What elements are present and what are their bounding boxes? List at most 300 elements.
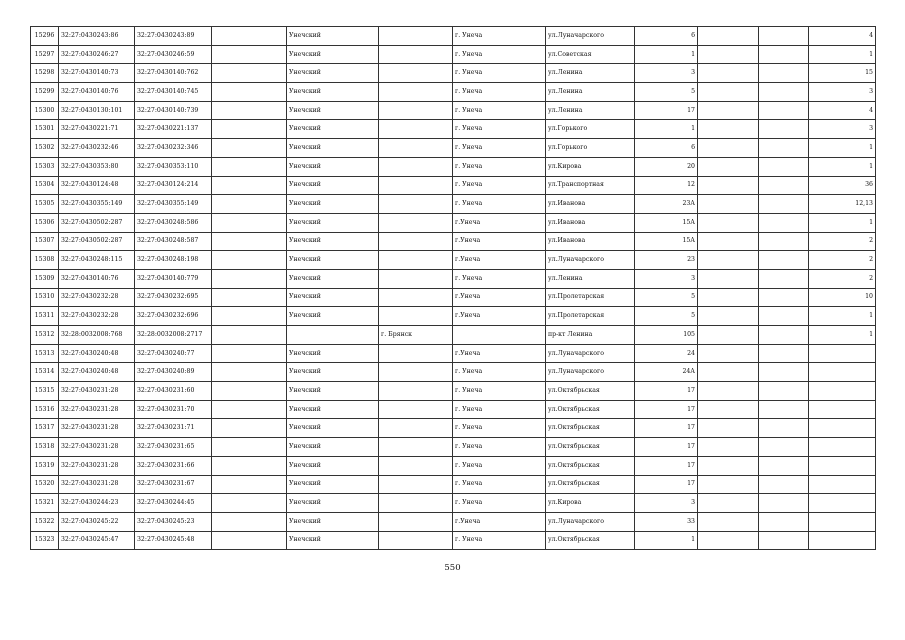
empty-cell [698,288,759,307]
street-cell: ул.Советская [546,45,635,64]
city-cell: г.Унеча [453,251,546,270]
row-number-cell: 15301 [31,120,59,139]
empty-cell [698,382,759,401]
cadastral-quarter-cell: 32:27:0430355:149 [59,195,135,214]
locality-cell [379,120,453,139]
district-cell: Унечский [287,475,379,494]
table-row [31,363,876,382]
street-cell: ул.Ленина [546,83,635,102]
empty-cell [698,195,759,214]
city-cell: г. Унеча [453,382,546,401]
cadastral-number-cell: 32:27:0430245:48 [135,531,212,550]
house-cell: 17 [635,419,698,438]
row-number-cell: 15312 [31,326,59,345]
cadastral-number-cell: 32:27:0430246:59 [135,45,212,64]
table-row [31,45,876,64]
row-number-cell: 15297 [31,45,59,64]
house-cell: 1 [635,120,698,139]
house-cell: 17 [635,438,698,457]
table-row [31,176,876,195]
cadastral-quarter-cell: 32:27:0430231:28 [59,419,135,438]
empty-cell [698,269,759,288]
locality-cell [379,269,453,288]
empty-cell [759,307,809,326]
cadastral-number-cell: 32:27:0430232:346 [135,139,212,158]
apartment-cell: 1 [809,213,876,232]
district-cell: Унечский [287,120,379,139]
cadastral-quarter-cell: 32:27:0430246:27 [59,45,135,64]
empty-cell [698,326,759,345]
empty-cell [759,419,809,438]
locality-cell [379,139,453,158]
house-cell: 1 [635,531,698,550]
house-cell: 33 [635,512,698,531]
cadastral-number-cell: 32:27:0430240:77 [135,344,212,363]
cadastral-quarter-cell: 32:27:0430232:28 [59,288,135,307]
locality-cell [379,344,453,363]
apartment-cell [809,512,876,531]
apartment-cell: 36 [809,176,876,195]
empty-cell [212,64,287,83]
locality-cell [379,45,453,64]
empty-cell [759,251,809,270]
empty-cell [212,101,287,120]
street-cell: ул.Пролетарская [546,307,635,326]
street-cell: ул.Горького [546,139,635,158]
table-row [31,307,876,326]
empty-cell [759,344,809,363]
street-cell: ул.Октябрьская [546,475,635,494]
table-row [31,475,876,494]
table-row [31,120,876,139]
city-cell: г. Унеча [453,64,546,83]
street-cell: ул.Луначарского [546,27,635,46]
street-cell: ул.Луначарского [546,512,635,531]
locality-cell [379,64,453,83]
street-cell: ул.Горького [546,120,635,139]
apartment-cell [809,438,876,457]
house-cell: 24 [635,344,698,363]
city-cell [453,326,546,345]
cadastral-quarter-cell: 32:27:0430231:28 [59,382,135,401]
district-cell: Унечский [287,232,379,251]
empty-cell [212,494,287,513]
empty-cell [212,269,287,288]
cadastral-number-cell: 32:27:0430140:745 [135,83,212,102]
cadastral-quarter-cell: 32:27:0430231:28 [59,438,135,457]
cadastral-number-cell: 32:27:0430243:89 [135,27,212,46]
empty-cell [759,101,809,120]
district-cell: Унечский [287,213,379,232]
empty-cell [759,400,809,419]
apartment-cell: 1 [809,307,876,326]
empty-cell [759,363,809,382]
table-row [31,400,876,419]
street-cell: ул.Октябрьская [546,382,635,401]
table-row [31,326,876,345]
apartment-cell: 2 [809,232,876,251]
row-number-cell: 15322 [31,512,59,531]
empty-cell [212,232,287,251]
city-cell: г.Унеча [453,213,546,232]
street-cell: ул.Луначарского [546,363,635,382]
district-cell: Унечский [287,363,379,382]
empty-cell [698,419,759,438]
empty-cell [698,232,759,251]
house-cell: 20 [635,157,698,176]
district-cell [287,326,379,345]
house-cell: 5 [635,307,698,326]
city-cell: г. Унеча [453,494,546,513]
locality-cell [379,456,453,475]
empty-cell [212,251,287,270]
cadastral-quarter-cell: 32:27:0430130:101 [59,101,135,120]
row-number-cell: 15318 [31,438,59,457]
table-row [31,213,876,232]
district-cell: Унечский [287,494,379,513]
cadastral-number-cell: 32:27:0430140:739 [135,101,212,120]
house-cell: 15А [635,213,698,232]
cadastral-number-cell: 32:27:0430231:66 [135,456,212,475]
street-cell: ул.Иванова [546,232,635,251]
apartment-cell: 4 [809,27,876,46]
table-row [31,139,876,158]
house-cell: 3 [635,494,698,513]
cadastral-quarter-cell: 32:27:0430240:48 [59,344,135,363]
cadastral-quarter-cell: 32:27:0430140:76 [59,83,135,102]
cadastral-number-cell: 32:27:0430231:60 [135,382,212,401]
city-cell: г. Унеча [453,157,546,176]
district-cell: Унечский [287,157,379,176]
empty-cell [759,120,809,139]
city-cell: г. Унеча [453,27,546,46]
street-cell: ул.Октябрьская [546,438,635,457]
cadastral-quarter-cell: 32:27:0430231:28 [59,400,135,419]
district-cell: Унечский [287,195,379,214]
house-cell: 6 [635,27,698,46]
table-row [31,157,876,176]
empty-cell [212,139,287,158]
empty-cell [212,45,287,64]
empty-cell [698,101,759,120]
cadastral-quarter-cell: 32:27:0430502:287 [59,232,135,251]
cadastral-quarter-cell: 32:28:0032008:768 [59,326,135,345]
empty-cell [759,326,809,345]
row-number-cell: 15302 [31,139,59,158]
apartment-cell: 3 [809,83,876,102]
locality-cell [379,176,453,195]
cadastral-number-cell: 32:27:0430240:89 [135,363,212,382]
street-cell: ул.Луначарского [546,251,635,270]
empty-cell [212,176,287,195]
locality-cell [379,157,453,176]
apartment-cell [809,344,876,363]
district-cell: Унечский [287,101,379,120]
row-number-cell: 15308 [31,251,59,270]
empty-cell [698,64,759,83]
city-cell: г.Унеча [453,232,546,251]
empty-cell [212,157,287,176]
empty-cell [698,400,759,419]
table-row [31,27,876,46]
city-cell: г. Унеча [453,419,546,438]
street-cell: ул.Луначарского [546,344,635,363]
district-cell: Унечский [287,288,379,307]
empty-cell [212,213,287,232]
table-row [31,512,876,531]
locality-cell [379,27,453,46]
empty-cell [212,382,287,401]
cadastral-number-cell: 32:27:0430355:149 [135,195,212,214]
street-cell: ул.Октябрьская [546,531,635,550]
empty-cell [759,83,809,102]
cadastral-quarter-cell: 32:27:0430502:287 [59,213,135,232]
row-number-cell: 15313 [31,344,59,363]
empty-cell [212,27,287,46]
row-number-cell: 15314 [31,363,59,382]
table-body [31,27,876,550]
empty-cell [698,475,759,494]
cadastral-quarter-cell: 32:27:0430353:80 [59,157,135,176]
row-number-cell: 15320 [31,475,59,494]
house-cell: 105 [635,326,698,345]
locality-cell [379,195,453,214]
empty-cell [212,456,287,475]
cadastral-number-cell: 32:27:0430248:198 [135,251,212,270]
house-cell: 5 [635,83,698,102]
locality-cell [379,400,453,419]
cadastral-number-cell: 32:27:0430244:45 [135,494,212,513]
street-cell: ул.Иванова [546,213,635,232]
apartment-cell [809,475,876,494]
street-cell: ул.Ленина [546,101,635,120]
district-cell: Унечский [287,531,379,550]
district-cell: Унечский [287,139,379,158]
street-cell: ул.Октябрьская [546,400,635,419]
empty-cell [212,512,287,531]
row-number-cell: 15311 [31,307,59,326]
apartment-cell: 2 [809,269,876,288]
city-cell: г. Унеча [453,195,546,214]
cadastral-quarter-cell: 32:27:0430243:86 [59,27,135,46]
house-cell: 23 [635,251,698,270]
table-row [31,531,876,550]
cadastral-number-cell: 32:27:0430231:65 [135,438,212,457]
cadastral-quarter-cell: 32:27:0430232:46 [59,139,135,158]
empty-cell [698,307,759,326]
cadastral-number-cell: 32:27:0430140:762 [135,64,212,83]
district-cell: Унечский [287,64,379,83]
cadastral-number-cell: 32:27:0430353:110 [135,157,212,176]
row-number-cell: 15304 [31,176,59,195]
cadastral-quarter-cell: 32:27:0430232:28 [59,307,135,326]
cadastral-number-cell: 32:27:0430232:696 [135,307,212,326]
empty-cell [698,438,759,457]
page-number: 550 [444,563,461,573]
empty-cell [212,363,287,382]
cadastral-number-cell: 32:27:0430232:695 [135,288,212,307]
district-cell: Унечский [287,45,379,64]
apartment-cell: 12,13 [809,195,876,214]
row-number-cell: 15315 [31,382,59,401]
empty-cell [698,120,759,139]
city-cell: г. Унеча [453,139,546,158]
table-row [31,195,876,214]
table-row [31,344,876,363]
empty-cell [698,531,759,550]
apartment-cell [809,456,876,475]
locality-cell [379,363,453,382]
cadastral-quarter-cell: 32:27:0430231:28 [59,475,135,494]
city-cell: г. Унеча [453,400,546,419]
table-row [31,288,876,307]
empty-cell [212,400,287,419]
registry-table [30,26,876,550]
city-cell: г. Унеча [453,83,546,102]
empty-cell [698,512,759,531]
apartment-cell: 1 [809,326,876,345]
empty-cell [759,512,809,531]
house-cell: 15А [635,232,698,251]
locality-cell [379,83,453,102]
cadastral-quarter-cell: 32:27:0430140:73 [59,64,135,83]
empty-cell [759,288,809,307]
empty-cell [759,494,809,513]
district-cell: Унечский [287,400,379,419]
row-number-cell: 15306 [31,213,59,232]
street-cell: ул.Октябрьская [546,419,635,438]
empty-cell [212,307,287,326]
apartment-cell: 3 [809,120,876,139]
cadastral-quarter-cell: 32:27:0430231:28 [59,456,135,475]
locality-cell [379,232,453,251]
apartment-cell [809,419,876,438]
city-cell: г. Унеча [453,45,546,64]
house-cell: 6 [635,139,698,158]
cadastral-quarter-cell: 32:27:0430221:71 [59,120,135,139]
empty-cell [212,419,287,438]
city-cell: г.Унеча [453,512,546,531]
street-cell: ул.Ленина [546,64,635,83]
empty-cell [698,45,759,64]
table-row [31,64,876,83]
house-cell: 17 [635,475,698,494]
table-row [31,251,876,270]
district-cell: Унечский [287,176,379,195]
empty-cell [759,195,809,214]
house-cell: 24А [635,363,698,382]
table-row [31,83,876,102]
empty-cell [212,475,287,494]
apartment-cell: 1 [809,157,876,176]
cadastral-number-cell: 32:27:0430221:137 [135,120,212,139]
empty-cell [212,438,287,457]
empty-cell [759,139,809,158]
apartment-cell [809,400,876,419]
cadastral-quarter-cell: 32:27:0430140:76 [59,269,135,288]
city-cell: г.Унеча [453,344,546,363]
empty-cell [698,176,759,195]
empty-cell [759,64,809,83]
district-cell: Унечский [287,251,379,270]
row-number-cell: 15321 [31,494,59,513]
city-cell: г.Унеча [453,288,546,307]
empty-cell [698,213,759,232]
apartment-cell: 10 [809,288,876,307]
empty-cell [759,232,809,251]
cadastral-number-cell: 32:27:0430231:70 [135,400,212,419]
cadastral-number-cell: 32:27:0430231:71 [135,419,212,438]
empty-cell [212,344,287,363]
row-number-cell: 15310 [31,288,59,307]
cadastral-number-cell: 32:27:0430124:214 [135,176,212,195]
apartment-cell: 15 [809,64,876,83]
row-number-cell: 15319 [31,456,59,475]
cadastral-number-cell: 32:27:0430248:586 [135,213,212,232]
table-row [31,419,876,438]
empty-cell [759,382,809,401]
row-number-cell: 15303 [31,157,59,176]
empty-cell [759,475,809,494]
district-cell: Унечский [287,307,379,326]
cadastral-number-cell: 32:27:0430140:779 [135,269,212,288]
locality-cell [379,288,453,307]
street-cell: ул.Октябрьская [546,456,635,475]
row-number-cell: 15307 [31,232,59,251]
city-cell: г. Унеча [453,176,546,195]
locality-cell: г. Брянск [379,326,453,345]
locality-cell [379,251,453,270]
apartment-cell: 1 [809,45,876,64]
empty-cell [759,176,809,195]
table-row [31,456,876,475]
locality-cell [379,475,453,494]
district-cell: Унечский [287,456,379,475]
city-cell: г. Унеча [453,475,546,494]
street-cell: пр-кт Ленина [546,326,635,345]
apartment-cell [809,382,876,401]
street-cell: ул.Кирова [546,494,635,513]
table-row [31,494,876,513]
empty-cell [759,213,809,232]
cadastral-quarter-cell: 32:27:0430244:23 [59,494,135,513]
table-row [31,101,876,120]
city-cell: г. Унеча [453,456,546,475]
empty-cell [759,27,809,46]
district-cell: Унечский [287,344,379,363]
cadastral-quarter-cell: 32:27:0430245:47 [59,531,135,550]
city-cell: г. Унеча [453,531,546,550]
row-number-cell: 15298 [31,64,59,83]
house-cell: 12 [635,176,698,195]
house-cell: 3 [635,269,698,288]
empty-cell [698,83,759,102]
locality-cell [379,531,453,550]
apartment-cell: 2 [809,251,876,270]
house-cell: 17 [635,382,698,401]
house-cell: 23А [635,195,698,214]
row-number-cell: 15300 [31,101,59,120]
cadastral-number-cell: 32:28:0032008:2717 [135,326,212,345]
district-cell: Унечский [287,27,379,46]
locality-cell [379,419,453,438]
district-cell: Унечский [287,419,379,438]
cadastral-number-cell: 32:27:0430231:67 [135,475,212,494]
row-number-cell: 15317 [31,419,59,438]
row-number-cell: 15323 [31,531,59,550]
city-cell: г. Унеча [453,363,546,382]
cadastral-quarter-cell: 32:27:0430248:115 [59,251,135,270]
